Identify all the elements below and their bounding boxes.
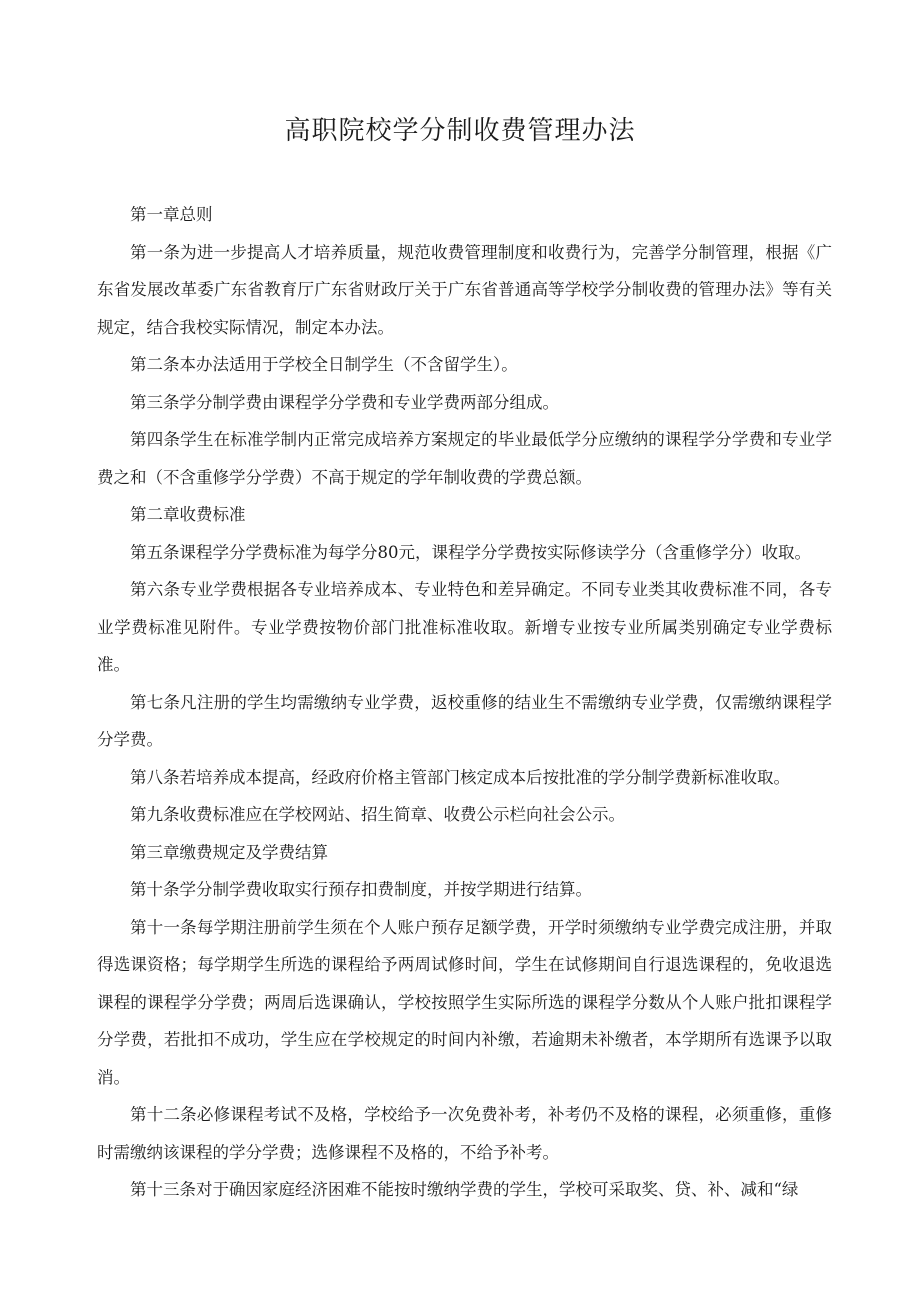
article-paragraph: 第十三条对于确因家庭经济困难不能按时缴纳学费的学生，学校可采取奖、贷、补、减和“绿 [130,1180,799,1199]
article-paragraph: 第六条专业学费根据各专业培养成本、专业特色和差异确定。不同专业类其收费标准不同，各专业学费标准见附件。专业学费按物价部门批准标准收取。新增专业按专业所属类别确定专业学费标准。 [97,580,832,674]
article-paragraph: 第十条学分制学费收取实行预存扣费制度，并按学期进行结算。 [130,880,592,899]
article-paragraph: 第一条为进一步提高人才培养质量，规范收费管理制度和收费行为，完善学分制管理，根据《广东省发展改革委广东省教育厅广东省财政厅关于广东省普通高等学校学分制收费的管理办法》等有关规定，结合我校实际情况，制定本办法。 [97,242,832,337]
article-paragraph: 第二条本办法适用于学校全日制学生（不含留学生）。 [130,355,518,374]
article-paragraph: 第九条收费标准应在学校网站、招生简章、收费公示栏向社会公示。 [130,805,625,824]
article-paragraph: 第十二条必修课程考试不及格，学校给予一次免费补考，补考仍不及格的课程，必须重修，重修时需缴纳该课程的学分学费；选修课程不及格的，不给予补考。 [97,1105,832,1162]
chapter-heading: 第二章收费标准 [130,505,246,524]
chapter-heading: 第一章总则 [130,205,213,224]
article-paragraph: 第十一条每学期注册前学生须在个人账户预存足额学费，开学时须缴纳专业学费完成注册，并取得选课资格；每学期学生所选的课程给予两周试修时间，学生在试修期间自行退选课程的，免收退选课程的课程学分学费；两周后选课确认，学校按照学生实际所选的课程学分数从个人账户批扣课程学分学费，若批扣不成功，学生应在学校规定的时间内补缴，若逾期未补缴者，本学期所有选课予以取消。 [97,917,832,1087]
article-paragraph: 第七条凡注册的学生均需缴纳专业学费，返校重修的结业生不需缴纳专业学费，仅需缴纳课程学分学费。 [97,692,832,749]
chapter-heading: 第三章缴费规定及学费结算 [130,842,328,862]
document-title: 高职院校学分制收费管理办法 [284,116,636,146]
article-paragraph: 第五条课程学分学费标准为每学分80元，课程学分学费按实际修读学分（含重修学分）收取。 [130,542,811,562]
article-paragraph: 第八条若培养成本提高，经政府价格主管部门核定成本后按批准的学分制学费新标准收取。 [130,767,790,787]
document-body [97,196,832,1209]
article-paragraph: 第三条学分制学费由课程学分学费和专业学费两部分组成。 [130,392,559,412]
article-paragraph: 第四条学生在标准学制内正常完成培养方案规定的毕业最低学分应缴纳的课程学分学费和专业学费之和（不含重修学分学费）不高于规定的学年制收费的学费总额。 [97,430,832,487]
